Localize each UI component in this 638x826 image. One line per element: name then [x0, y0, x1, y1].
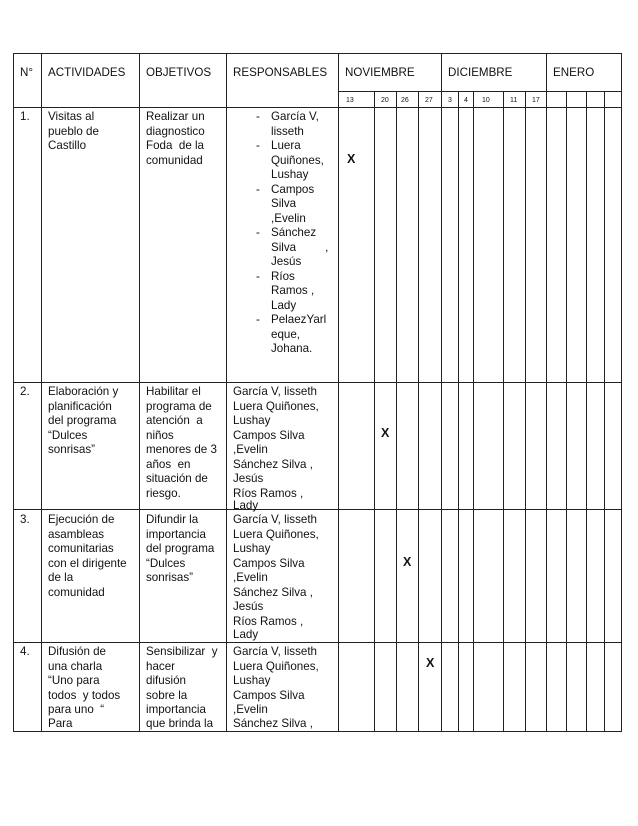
- list-bullet: -: [256, 110, 260, 123]
- day-label: 20: [381, 97, 389, 104]
- day-col-sep: [473, 91, 474, 732]
- row1-bottom-border: [13, 382, 622, 383]
- day-label: 4: [464, 97, 468, 104]
- day-col-sep: [503, 91, 504, 732]
- col-sep-responsibles: [338, 53, 339, 732]
- list-bullet: -: [256, 182, 260, 196]
- day-col-sep: [458, 91, 459, 732]
- list-bullet: -: [256, 226, 260, 239]
- schedule-mark: X: [347, 152, 356, 166]
- row-number: 4.: [20, 645, 30, 658]
- header-month-noviembre: NOVIEMBRE: [345, 66, 415, 79]
- day-label: 26: [401, 97, 409, 104]
- list-bullet: -: [256, 139, 260, 152]
- day-label: 11: [510, 97, 518, 104]
- day-col-sep: [374, 91, 375, 732]
- row2-bottom-border: [13, 509, 622, 510]
- day-row-top-border: [338, 91, 622, 92]
- col-sep-objectives: [226, 53, 227, 732]
- row-number: 3.: [20, 513, 30, 526]
- schedule-mark: X: [381, 426, 390, 440]
- activity-schedule-document: N° ACTIVIDADES OBJETIVOS RESPONSABLES NOVIEMBRE DICIEMBRE ENERO 13 20 26 27 3 4 10 11 17 1. Visitas al pueblo de Castillo Realizar un diagnostico Foda de la comunidad - García V, lisseth - Luera Quiñones, Lushay - Campos Silva ,Evelin - Sánchez Silva , Jesús - Ríos Ramos , Lady - PelaezYarl eque, Johana. X 2. Elaboración y planificación del programa “Dulces sonrisas” Habilitar el programa de atención a niños menores de 3 años en situación de riesgo. García V, lisseth Luera Quiñones, Lushay Campos Silva ,Evelin Sánchez Silva , Jesús Ríos Ramos , Lady X 3. Ejecución de asambleas comunitarias con el dirigente de la comunidad Difundir la importancia del programa “Dulces sonrisas” García V, lisseth Luera Quiñones, Lushay Campos Silva ,Evelin Sánchez Silva , Jesús Ríos Ramos , Lady X 4. Difusión de una charla “Uno para todos y todos para uno “ Para Sensibilizar y hacer difusión sobre la importancia que brinda la García V, lisseth Luera Quiñones, Lushay Campos Silva ,Evelin Sánchez Silva , X: [0, 0, 638, 826]
- header-bottom-border: [13, 107, 622, 108]
- row-number: 2.: [20, 385, 30, 398]
- day-col-sep: [586, 91, 587, 732]
- day-label: 17: [532, 97, 540, 104]
- list-bullet: -: [256, 313, 260, 326]
- header-activities: ACTIVIDADES: [48, 66, 126, 79]
- row-number: 1.: [20, 110, 30, 123]
- table-left-border: [13, 53, 14, 732]
- day-label: 13: [346, 97, 354, 104]
- schedule-mark: X: [426, 656, 435, 670]
- day-col-sep: [418, 91, 419, 732]
- col-sep-noviembre: [441, 53, 442, 732]
- schedule-mark: X: [403, 555, 412, 569]
- day-col-sep: [396, 91, 397, 732]
- row3-bottom-border: [13, 642, 622, 643]
- header-month-diciembre: DICIEMBRE: [448, 66, 513, 79]
- day-col-sep: [525, 91, 526, 732]
- day-label: 3: [448, 97, 452, 104]
- col-sep-diciembre: [546, 53, 547, 732]
- day-col-sep: [604, 91, 605, 732]
- header-objectives: OBJETIVOS: [146, 66, 212, 79]
- header-responsibles: RESPONSABLES: [233, 66, 328, 79]
- header-month-enero: ENERO: [553, 66, 595, 79]
- col-sep-activities: [139, 53, 140, 732]
- day-label: 10: [482, 97, 490, 104]
- list-bullet: -: [256, 269, 260, 283]
- day-label: 27: [425, 97, 433, 104]
- table-right-border: [621, 53, 622, 732]
- col-sep-num: [41, 53, 42, 732]
- table-top-border: [13, 53, 622, 54]
- table-bottom-border: [13, 731, 622, 732]
- header-num: N°: [20, 66, 34, 79]
- day-col-sep: [566, 91, 567, 732]
